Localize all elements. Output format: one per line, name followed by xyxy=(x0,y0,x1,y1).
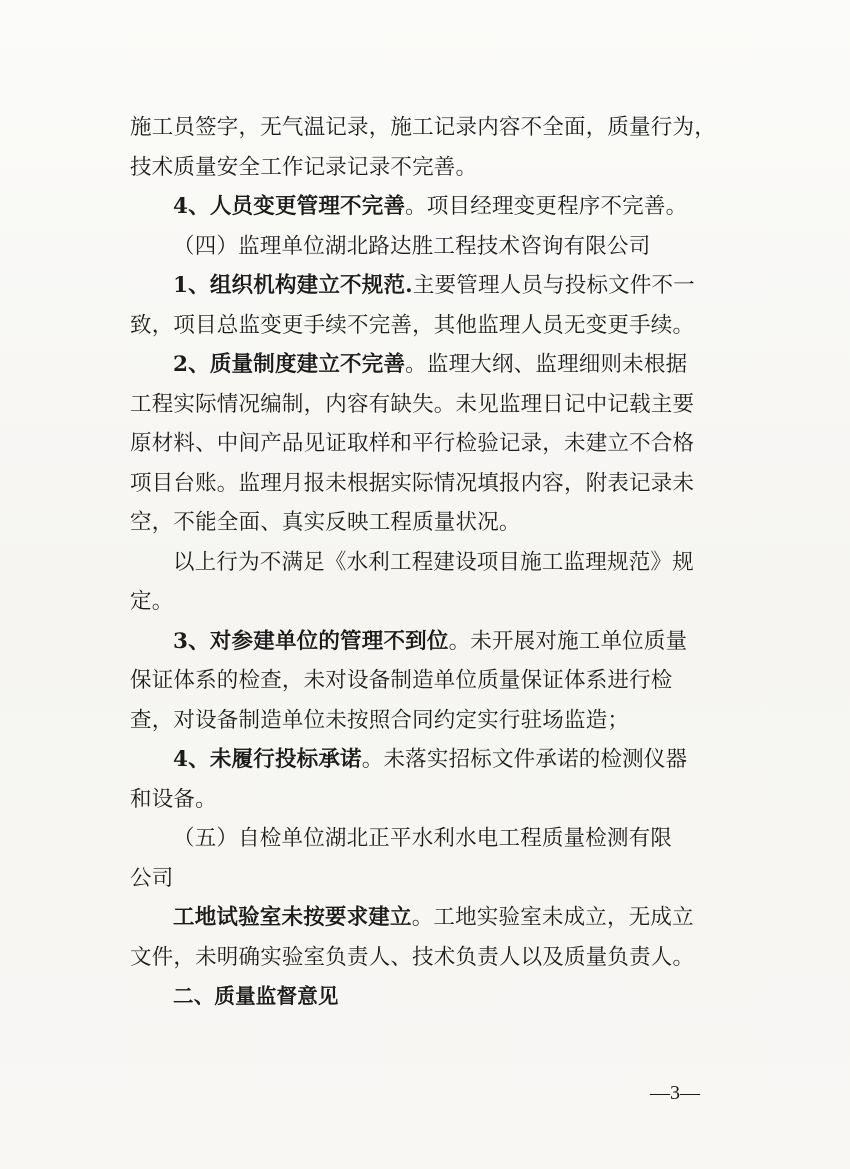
paragraph-personnel-change xyxy=(130,187,710,227)
paragraph-text: 。未开展对施工单位质量 xyxy=(448,628,688,654)
text-line: 和设备。 xyxy=(130,786,217,812)
paragraph-management xyxy=(130,622,710,662)
text-line: 定。 xyxy=(130,589,174,614)
text-line: 项目台账。监理月报未根据实际情况填报内容，附表记录未 xyxy=(130,470,695,496)
paragraph-quality-system xyxy=(130,345,710,385)
text-line: 保证体系的检查，未对设备制造单位质量保证体系进行检 xyxy=(130,668,673,693)
text-line: 查，对设备制造单位未按照合同约定实行驻场监造； xyxy=(130,707,630,733)
document-body xyxy=(130,108,716,1017)
text-line: 施工员签字，无气温记录，施工记录内容不全面，质量行为， xyxy=(130,115,716,140)
section-heading-supervision: （四）监理单位湖北路达胜工程技术咨询有限公司 xyxy=(173,233,651,259)
text-line: 空，不能全面、真实反映工程质量状况。 xyxy=(130,510,521,535)
paragraph-organization xyxy=(130,266,710,306)
text-line: 技术质量安全工作记录记录不完善。 xyxy=(130,154,478,180)
bold-heading: 2、质量制度建立不完善 xyxy=(173,352,406,377)
paragraph-bid-commitment xyxy=(130,740,710,780)
paragraph-text: 。工地实验室未成立，无成立 xyxy=(411,905,694,930)
bold-heading: 3、对参建单位的管理不到位 xyxy=(173,628,449,654)
bold-heading: 1、组织机构建立不规范. xyxy=(173,273,413,298)
text-line: 工程实际情况编制，内容有缺失。未见监理日记中记载主要 xyxy=(130,391,695,417)
bold-heading: 4、人员变更管理不完善 xyxy=(173,194,406,219)
bold-heading: 4、未履行投标承诺 xyxy=(173,747,362,772)
paragraph-standard: 以上行为不满足《水利工程建设项目施工监理规范》规 xyxy=(173,549,694,575)
text-line: 公司 xyxy=(130,865,174,891)
page-number: —3— xyxy=(650,1082,700,1104)
paragraph-text: 主要管理人员与投标文件不一 xyxy=(412,273,695,298)
paragraph-text: 。项目经理变更程序不完善。 xyxy=(405,194,688,219)
section-heading-self-inspection: （五）自检单位湖北正平水利水电工程质量检测有限 xyxy=(173,826,673,851)
text-line: 致，项目总监变更手续不完善，其他监理人员无变更手续。 xyxy=(130,312,695,338)
text-line: 原材料、中间产品见证取样和平行检验记录，未建立不合格 xyxy=(130,431,695,456)
paragraph-text: 。监理大纲、监理细则未根据 xyxy=(405,352,688,377)
bold-heading: 工地试验室未按要求建立 xyxy=(173,905,412,930)
section-heading-opinions: 二、质量监督意见 xyxy=(173,984,339,1008)
paragraph-site-lab xyxy=(130,898,710,938)
text-line: 文件，未明确实验室负责人、技术负责人以及质量负责人。 xyxy=(130,944,695,970)
paragraph-text: 。未落实招标文件承诺的检测仪器 xyxy=(361,747,688,772)
